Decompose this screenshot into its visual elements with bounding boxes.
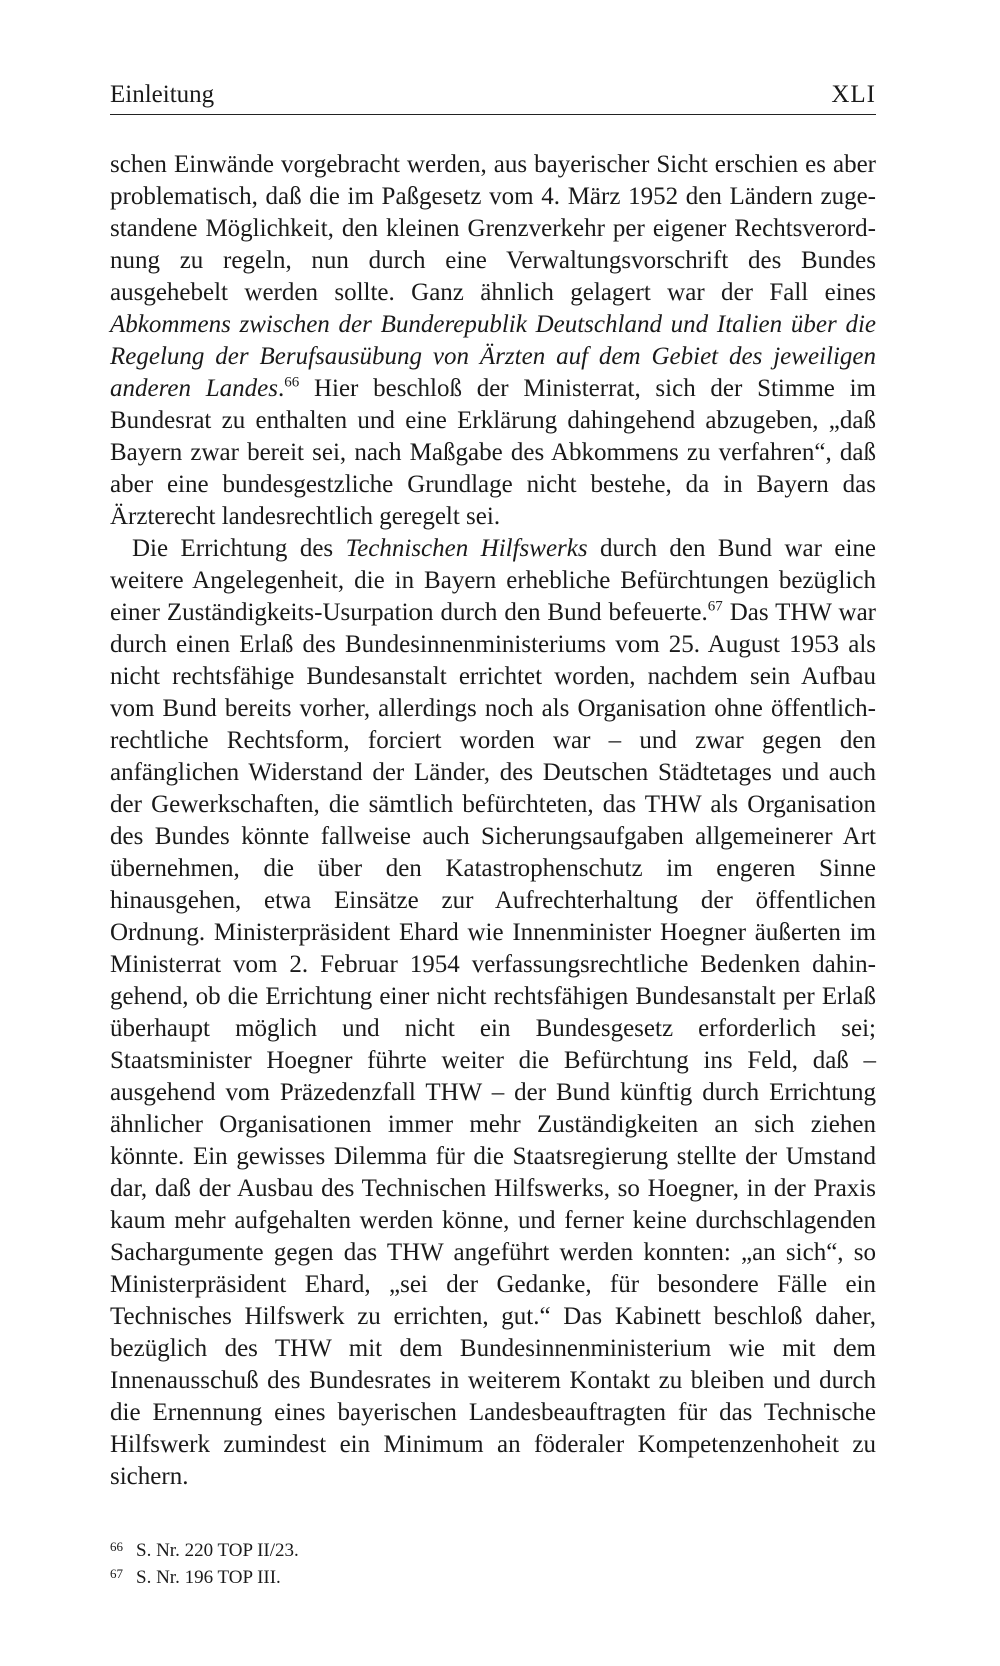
paragraph-1-text-b: . (277, 375, 285, 402)
running-head (110, 80, 876, 115)
footnote-67 (110, 1564, 876, 1591)
paragraph-1 (110, 149, 876, 533)
footnote-text: S. Nr. 196 TOP III. (136, 1567, 281, 1588)
section-title: Einleitung (110, 81, 215, 108)
paragraph-1-italic-title: Abkommens zwischen der Bunderepublik Deutschland und Italien über die Regelung der Berufsausübung von Ärzten auf dem Gebiet des jeweiligen anderen Landes (110, 311, 876, 402)
paragraph-2-text-c: Das THW war durch einen Erlaß des Bundesinnenministeriums vom 25. August 1953 als nicht rechtsfähige Bundesanstalt errichtet worden, nachdem sein Aufbau vom Bund bereits vorher, allerdings noch als Organisation ohne öffentlich-rechtliche Rechtsform, forciert worden war – und zwar gegen den anfänglichen Widerstand der Länder, des Deutschen Städtetages und auch der Gewerkschaften, die sämtlich befürchteten, das THW als Organisation des Bundes könnte fallweise auch Sicherungsaufgaben allgemeinerer Art übernehmen, die über den Katastrophenschutz im engeren Sinne hinausgehen, etwa Einsätze zur Aufrechterhaltung der öffentlichen Ordnung. Ministerpräsident Ehard wie Innenminister Hoegner äußerten im Ministerrat vom 2. Februar 1954 verfassungsrechtliche Bedenken dahingehend, ob die Errichtung einer nicht rechtsfähigen Bundesanstalt per Erlaß überhaupt möglich und nicht ein Bundesgesetz erforderlich sei; Staatsminister Hoegner führte weiter die Befürchtung ins Feld, daß – ausgehend vom Präzedenzfall THW – der Bund künftig durch Errichtung ähnlicher Organisationen immer mehr Zuständigkeiten an sich ziehen könnte. Ein gewisses Dilemma für die Staatsregierung stellte der Umstand dar, daß der Ausbau des Technischen Hilfswerks, so Hoegner, in der Praxis kaum mehr aufgehalten werden könne, und ferner keine durchschlagenden Sachargumente gegen das THW angeführt werden konnten: „an sich“, so Ministerpräsident Ehard, „sei der Gedanke, für besondere Fälle ein Technisches Hilfswerk zu errichten, gut.“ Das Kabinett beschloß daher, bezüglich des THW mit dem Bundesinnenministerium wie mit dem Innenausschuß des Bundesrates in weiterem Kontakt zu bleiben und durch die Ernennung eines bayerischen Landesbeauftragten für das Technische Hilfswerk zumindest ein Minimum an föderaler Kompetenzenhoheit zu sichern. (110, 599, 877, 1490)
footnote-reference-67[interactable]: 67 (707, 598, 723, 615)
paragraph-1-text-a: schen Einwände vorgebracht werden, aus bayerischer Sicht erschien es aber problematisch, daß die im Paßgesetz vom 4. März 1952 den Ländern zugestandene Möglichkeit, den kleinen Grenzverkehr per eigener Rechtsverordnung zu regeln, nun durch eine Verwaltungsvorschrift des Bundes ausgehebelt werden sollte. Ganz ähnlich gelagert war der Fall eines (110, 151, 876, 306)
paragraph-2-text-b: durch den Bund war eine weitere Angelegenheit, die in Bayern erhebliche Befürchtungen bezüglich einer Zuständigkeits-Usurpation durch den Bund befeuerte. (110, 535, 876, 626)
page-number: XLI (831, 81, 876, 108)
footnote-mark: 67 (110, 1566, 123, 1581)
footnotes (110, 1537, 876, 1591)
paragraph-2-text-a: Die Errichtung des (132, 535, 346, 562)
page (110, 80, 876, 1591)
footnote-mark: 66 (110, 1539, 123, 1554)
body-text (110, 149, 876, 1493)
footnote-reference-66[interactable]: 66 (284, 374, 300, 391)
footnote-66 (110, 1537, 876, 1564)
paragraph-2 (110, 533, 876, 1493)
paragraph-1-text-c: Hier beschloß der Ministerrat, sich der Stimme im Bundesrat zu enthalten und eine Erklärung dahingehend abzugeben, „daß Bayern zwar bereit sei, nach Maßgabe des Abkommens zu verfahren“, daß aber eine bundesgestzliche Grundlage nicht bestehe, da in Bayern das Ärzterecht landesrechtlich geregelt sei. (110, 375, 876, 530)
footnote-text: S. Nr. 220 TOP II/23. (136, 1540, 299, 1561)
paragraph-2-italic-title: Technischen Hilfswerks (345, 535, 588, 562)
